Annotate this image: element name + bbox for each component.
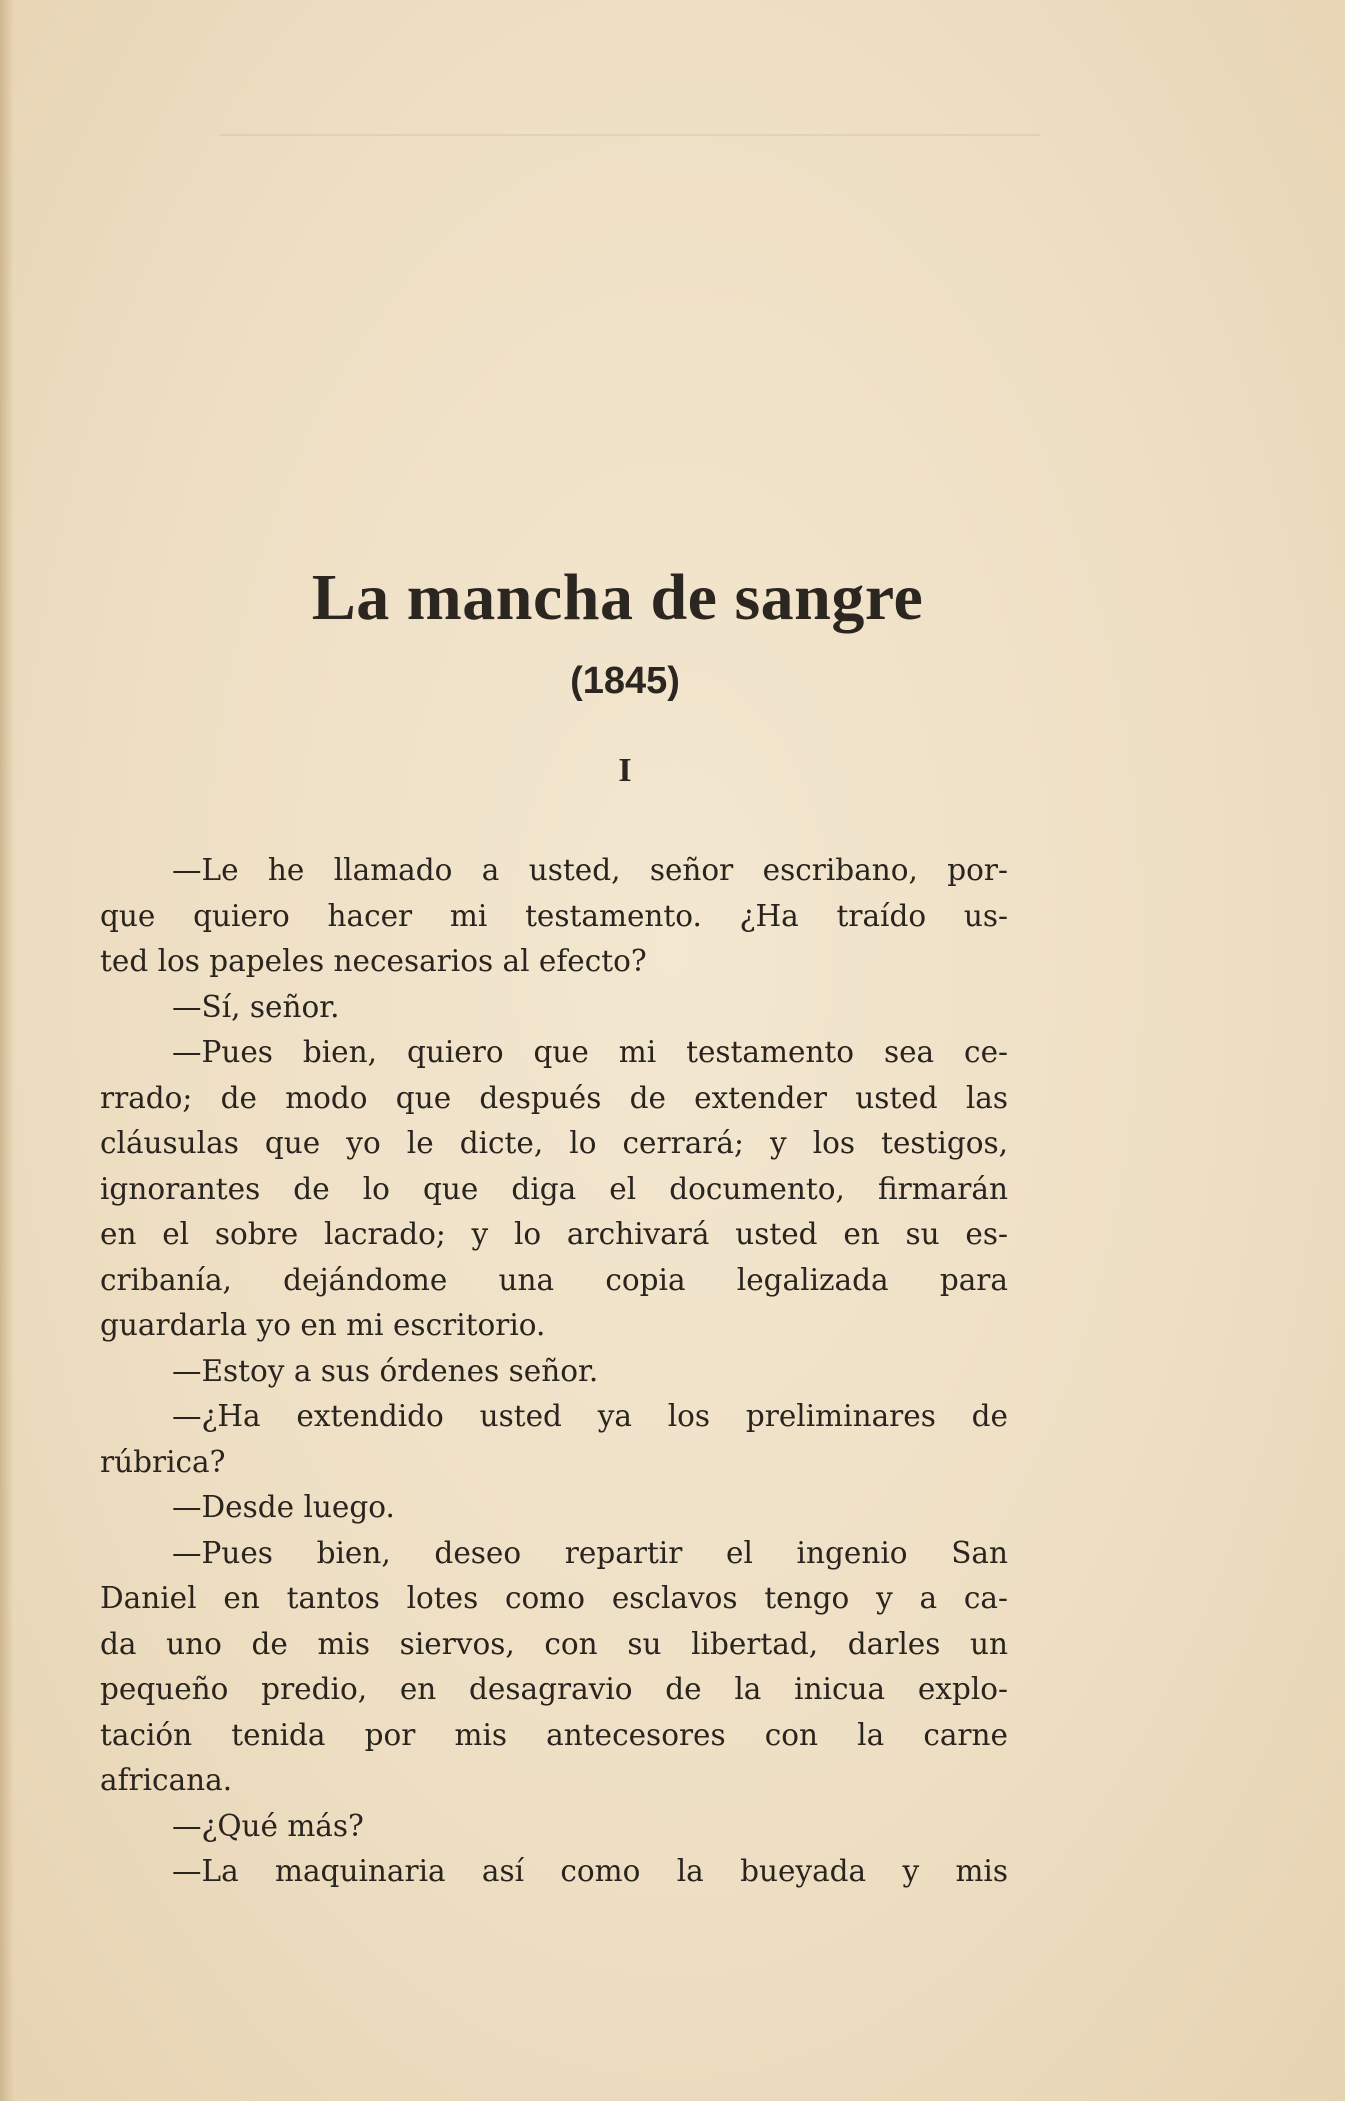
text-line: —Le he llamado a usted, señor escribano, por- [172,853,1008,887]
text-line: rúbrica? [100,1444,226,1479]
text-line: pequeño predio, en desagravio de la inicua explo- [100,1672,1008,1706]
text-line: —Pues bien, quiero que mi testamento sea ce- [172,1035,1008,1069]
bleed-through-header-rule [220,98,1040,136]
text-line: rrado; de modo que después de extender usted las [100,1080,1008,1115]
text-line: ted los papeles necesarios al efecto? [100,944,647,978]
text-line: —¿Qué más? [172,1808,364,1843]
body-text [100,848,1008,1895]
text-line: en el sobre lacrado; y lo archivará usted en su es- [100,1217,1008,1251]
text-line: ignorantes de lo que diga el documento, firmarán [100,1171,1008,1206]
text-line: africana. [100,1763,233,1797]
text-line: Daniel en tantos lotes como esclavos tengo y a ca- [100,1581,1008,1615]
text-line: tación tenida por mis antecesores con la carne [100,1717,1008,1752]
chapter-year: (1845) [570,660,680,702]
text-line: cribanía, dejándome una copia legalizada para [100,1262,1008,1297]
text-line: —¿Ha extendido usted ya los preliminares de [172,1399,1008,1433]
text-line: —Estoy a sus órdenes señor. [172,1353,599,1388]
section-number: I [618,752,632,789]
text-line: —Pues bien, deseo repartir el ingenio San [172,1535,1008,1570]
chapter-title: La mancha de sangre [311,561,924,634]
text-line: cláusulas que yo le dicte, lo cerrará; y los testigos, [100,1126,1008,1160]
text-line: —Sí, señor. [172,989,340,1024]
text-line: —La maquinaria así como la bueyada y mis [172,1854,1008,1888]
text-line: —Desde luego. [172,1490,395,1524]
text-line: da uno de mis siervos, con su libertad, darles un [100,1626,1008,1661]
page-binding-edge [0,0,14,2101]
text-line: que quiero hacer mi testamento. ¿Ha traído us- [100,898,1008,933]
text-line: guardarla yo en mi escritorio. [100,1308,546,1342]
